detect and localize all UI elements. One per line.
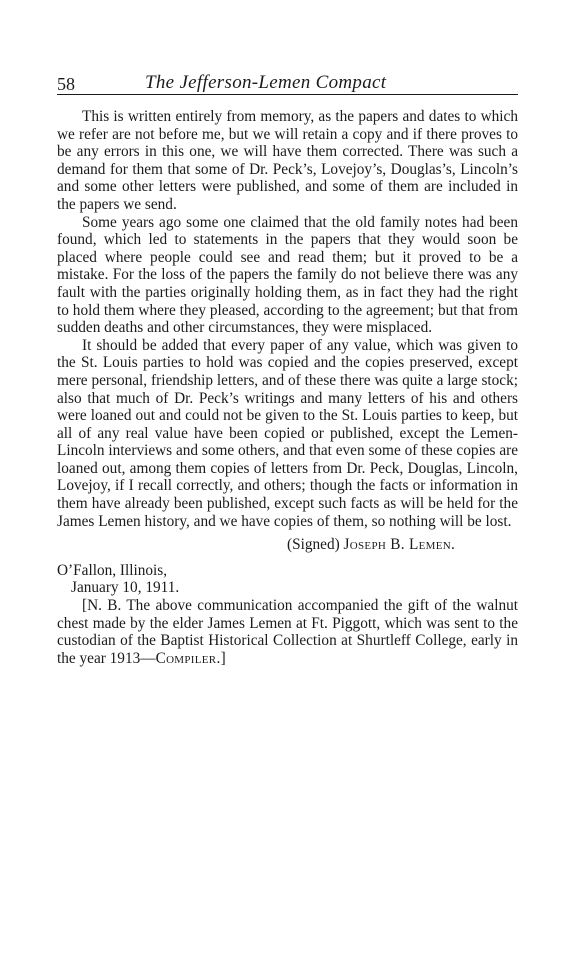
body-paragraph-1: This is written entirely from memory, as the papers and dates to which we refer are not before me, but we will retain a copy and if there proves to be any errors in this one, we will have them corrected. There was such a demand for them that some of Dr. Peck’s, Lovejoy’s, Douglas’s, Lincoln’s and some other letters were published, and some of them are included in the papers we send. bbox=[57, 108, 518, 213]
running-title: The Jefferson-Lemen Compact bbox=[145, 72, 387, 93]
body-paragraph-3: It should be added that every paper of any value, which was given to the St. Louis parties to hold was copied and the copies preserved, except mere personal, friendship letters, and of these there was quite a large stock; also that much of Dr. Peck’s writings and many letters of his and others were loaned out and could not be given to the St. Louis parties to keep, but all of any real value have been copied or published, except the Lemen-Lincoln interviews and some others, and that even some of these copies are loaned out, among them copies of letters from Dr. Peck, Douglas, Lincoln, Lovejoy, if I recall correctly, and others; though the facts or information in them have already been published, except such facts as will be held for the James Lemen history, and we have copies of them, so nothing will be lost. bbox=[57, 336, 518, 530]
note-compiler: Compiler. bbox=[155, 649, 221, 667]
body-paragraph-2: Some years ago some one claimed that the old family notes had been found, which led to statements in the papers that they would soon be placed where people could see and read them; but it proved to be a mistake. For the loss of the papers the family do not believe there was any fault with the parties originally holding them, as in fact they had the right to hold them where they pleased, according to the agreement; but that from sudden deaths and other circumstances, they were misplaced. bbox=[57, 213, 518, 337]
editorial-note bbox=[57, 597, 518, 667]
note-text: [N. B. The above communication accompanied the gift of the walnut chest made by the elder James Lemen at Ft. Piggott, which was sent to the custodian of the Baptist Historical Collection at Shurtleff College, early in the year 1913— bbox=[57, 597, 518, 667]
place-line: O’Fallon, Illinois, bbox=[57, 561, 168, 579]
date-line: January 10, 1911. bbox=[71, 579, 180, 597]
signature-name: Joseph B. Lemen. bbox=[343, 536, 456, 554]
note-close: ] bbox=[220, 649, 226, 667]
running-head bbox=[57, 72, 518, 95]
signature-line bbox=[57, 536, 518, 554]
book-page bbox=[57, 72, 518, 667]
page-number: 58 bbox=[57, 74, 75, 94]
signature-prefix: (Signed) bbox=[287, 536, 344, 554]
